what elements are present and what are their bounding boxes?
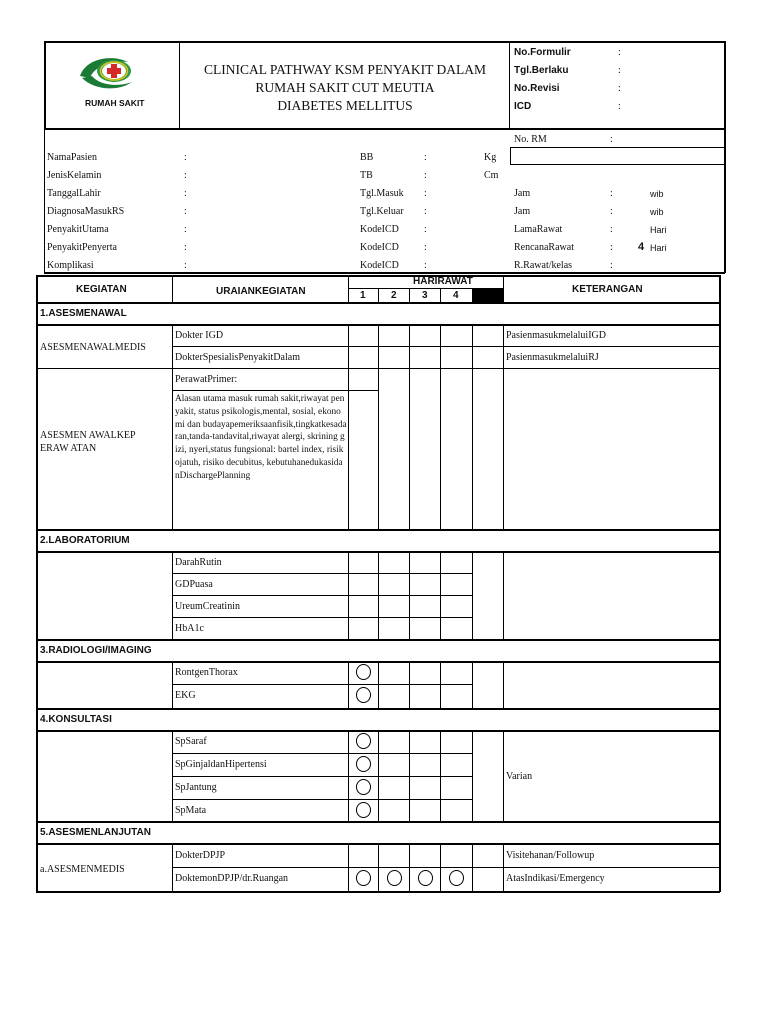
unit-hari: Hari [650,243,667,253]
check-circle[interactable] [356,802,371,818]
logo-caption: RUMAH SAKIT [85,98,145,108]
konsultasi-sp-saraf: SpSaraf [175,736,207,747]
konsultasi-sp-ginjal: SpGinjaldanHipertensi [175,759,267,770]
keterangan-rj: PasienmasukmelaluiRJ [506,352,599,363]
konsultasi-sp-jantung: SpJantung [175,782,217,793]
col-kegiatan: KEGIATAN [76,284,127,295]
label-kode-icd: KodeICD [360,242,399,253]
meta-colon: : [618,65,621,76]
hospital-logo [72,52,152,92]
kegiatan-asesmen-medis: ASESMENAWALMEDIS [40,342,146,353]
colon: : [424,260,427,271]
label-komplikasi: Komplikasi [47,260,94,271]
day-1: 1 [360,290,366,301]
unit-cm: Cm [484,170,499,181]
label-tgl-masuk: Tgl.Masuk [360,188,404,199]
section-laboratorium: 2.LABORATORIUM [40,535,130,546]
colon: : [610,224,613,235]
label-tgl-keluar: Tgl.Keluar [360,206,404,217]
label-tb: TB [360,170,373,181]
label-nama-pasien: NamaPasien [47,152,97,163]
no-rm-label: No. RM [514,134,547,145]
unit-hari: Hari [650,225,667,235]
label-bb: BB [360,152,374,163]
colon: : [424,152,427,163]
section-asesmen-awal: 1.ASESMENAWAL [40,308,127,319]
meta-icd: ICD [514,101,532,112]
colon: : [184,170,187,181]
lanjut-dokter-dpjp: DokterDPJP [175,850,226,861]
label-tanggal-lahir: TanggalLahir [47,188,101,199]
check-circle[interactable] [356,870,371,886]
label-jam: Jam [514,206,531,217]
keterangan-igd: PasienmasukmelaluiIGD [506,330,606,341]
document-title [180,61,510,115]
radiologi-rontgen-thorax: RontgenThorax [175,667,238,678]
colon: : [610,206,613,217]
colon: : [424,170,427,181]
day-3: 3 [422,290,428,301]
title-line-1: CLINICAL PATHWAY KSM PENYAKIT DALAM [203,62,487,77]
colon: : [610,242,613,253]
kegiatan-asesmen-keperawatan: ASESMEN AWALKEPERAW ATAN [40,430,136,454]
check-circle[interactable] [356,664,371,680]
colon: : [184,224,187,235]
section-radiologi: 3.RADIOLOGI/IMAGING [40,645,152,656]
keterangan-varian: Varian [506,771,533,782]
meta-tgl-berlaku: Tgl.Berlaku [514,65,569,76]
label-rencana-rawat: RencanaRawat [514,242,574,253]
colon: : [184,152,187,163]
colon: : [424,188,427,199]
colon: : [424,224,427,235]
kegiatan-asesmen-lanjut: a.ASESMENMEDIS [40,864,125,875]
unit-wib: wib [650,207,664,217]
keterangan-emergency: AtasIndikasi/Emergency [506,873,605,884]
col-hari-rawat: HARIRAWAT [413,276,473,287]
label-penyakit-utama: PenyakitUtama [47,224,109,235]
lab-hba1c: HbA1c [175,623,204,634]
no-rm-field[interactable] [510,147,725,165]
meta-colon: : [618,83,621,94]
check-circle[interactable] [418,870,433,886]
colon: : [184,188,187,199]
meta-colon: : [618,47,621,58]
radiologi-ekg: EKG [175,690,196,701]
day-5-shaded-cell [472,288,503,303]
uraian-dokter-spesialis: DokterSpesialisPenyakitDalam [175,352,300,363]
keterangan-visite: Visitehanan/Followup [506,850,595,861]
rencana-rawat-value: 4 [638,241,645,253]
meta-colon: : [618,101,621,112]
uraian-dokter-igd: Dokter IGD [175,330,224,341]
colon: : [610,260,613,271]
label-jenis-kelamin: JenisKelamin [47,170,102,181]
colon: : [184,260,187,271]
label-kode-icd: KodeICD [360,224,399,235]
colon: : [424,206,427,217]
check-circle[interactable] [449,870,464,886]
label-kode-icd: KodeICD [360,260,399,271]
check-circle[interactable] [356,687,371,703]
title-line-2: RUMAH SAKIT CUT MEUTIA [255,80,435,95]
konsultasi-sp-mata: SpMata [175,805,207,816]
colon: : [424,242,427,253]
check-circle[interactable] [387,870,402,886]
check-circle[interactable] [356,756,371,772]
col-keterangan: KETERANGAN [572,284,643,295]
unit-kg: Kg [484,152,497,163]
lab-ureum-creatinin: UreumCreatinin [175,601,240,612]
uraian-alasan-masuk: Alasan utama masuk rumah sakit,riwayat penyakit, status psikologis,mental, sosial, ekonomi dan budayapemeriksaanfisik,tingkatkesadaran,tanda-tandavital,riwayat alergi, skrining gizi, nyeri,status fungsional: bartel index, risikojatuh, risiko decubitus, kebutuhanedukasidanDischargePlanning [175,394,347,481]
meta-no-revisi: No.Revisi [514,83,560,94]
label-lama-rawat: LamaRawat [514,224,563,235]
lab-darah-rutin: DarahRutin [175,557,222,568]
no-rm-colon: : [610,134,613,145]
unit-wib: wib [650,189,664,199]
colon: : [184,242,187,253]
day-2: 2 [391,290,397,301]
label-diagnosa-masuk: DiagnosaMasukRS [47,206,125,217]
label-jam: Jam [514,188,531,199]
label-penyakit-penyerta: PenyakitPenyerta [47,242,117,253]
uraian-perawat-primer: PerawatPrimer: [175,374,238,385]
lanjut-dokter-ruangan: DoktemonDPJP/dr.Ruangan [175,873,289,884]
section-konsultasi: 4.KONSULTASI [40,714,112,725]
section-asesmen-lanjutan: 5.ASESMENLANJUTAN [40,827,151,838]
colon: : [610,188,613,199]
label-ruang-rawat: R.Rawat/kelas [514,260,573,271]
day-4: 4 [453,290,459,301]
check-circle[interactable] [356,733,371,749]
check-circle[interactable] [356,779,371,795]
meta-no-formulir: No.Formulir [514,47,571,58]
colon: : [184,206,187,217]
lab-gd-puasa: GDPuasa [175,579,213,590]
col-uraian-kegiatan: URAIANKEGIATAN [216,286,306,297]
title-line-3: DIABETES MELLITUS [277,98,413,113]
